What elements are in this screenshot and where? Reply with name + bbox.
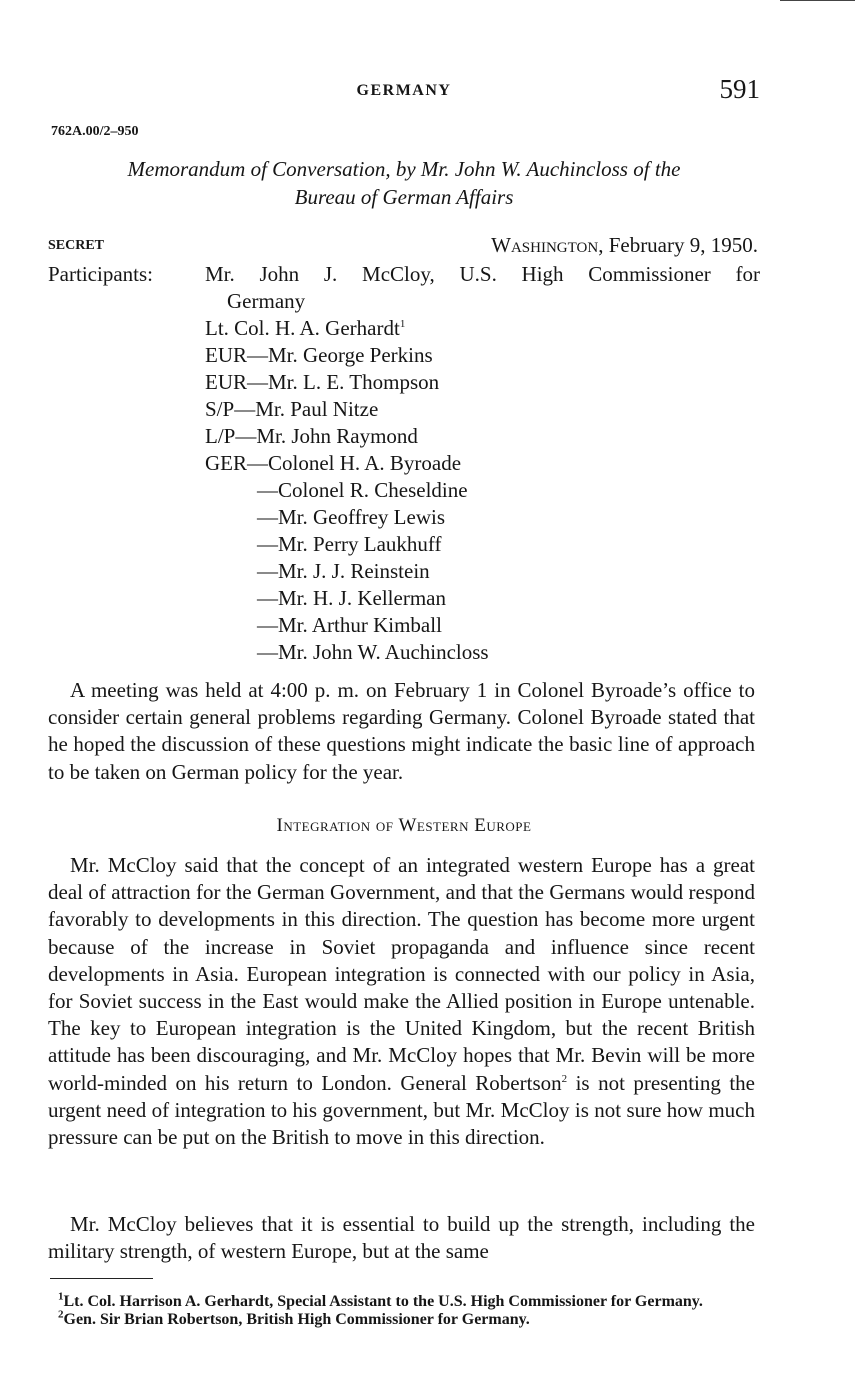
participant-ger-item: —Mr. Perry Laukhuff (257, 532, 442, 556)
document-title-line-1: Memorandum of Conversation, by Mr. John W. Auchincloss of the (127, 157, 681, 181)
footnotes (48, 1290, 755, 1329)
participant-ger-item: —Mr. Geoffrey Lewis (257, 505, 445, 529)
participants-list (205, 261, 760, 666)
participant-gerhardt (205, 315, 760, 342)
footnote-1-text: Lt. Col. Harrison A. Gerhardt, Special Assistant to the U.S. High Commissioner for Germany. (63, 1293, 703, 1310)
footnote-1 (48, 1290, 755, 1311)
running-head (48, 74, 760, 114)
paragraph-strength: Mr. McCloy believes that it is essential to build up the strength, including the military strength, of western Europe, but at the same (48, 1212, 755, 1264)
participant-gerhardt-name: Lt. Col. H. A. Gerhardt (205, 316, 400, 340)
footnote-rule (50, 1278, 153, 1279)
participant-ger-item: —Mr. John W. Auchincloss (257, 640, 489, 664)
page-number: 591 (719, 74, 760, 104)
participant-item: S/P—Mr. Paul Nitze (205, 397, 379, 421)
footnote-2-text: Gen. Sir Brian Robertson, British High Commissioner for Germany. (63, 1311, 530, 1328)
dateline-date: , February 9, 1950. (598, 233, 758, 257)
paragraph-integration-text-2: is not presenting the urgent need of integration to his government, but Mr. McCloy is not sure how much pressure can be put on the British to move in this direction. (48, 1070, 755, 1150)
dateline-place: Washington (491, 233, 599, 257)
paragraph-integration-text-1: Mr. McCloy said that the concept of an integrated western Europe has a great deal of attraction for the German Government, and that the Germans would respond favorably to developments in this direction. The question has become more urgent because of the increase in Soviet propaganda and influence since recent developments in Asia. European integration is connected with our policy in Asia, for Soviet success in the East would make the Allied position in Europe untenable. The key to European integration is the United Kingdom, but the recent British attitude has been discouraging, and Mr. McCloy hopes that Mr. Bevin will be more world-minded on his return to London. General Robertson (48, 853, 755, 1095)
paragraph-integration (48, 852, 755, 1151)
participant-mccloy: Mr. John J. McCloy, U.S. High Commissioner for (205, 262, 760, 286)
corner-rule (780, 0, 855, 1)
footnote-mark-2: 2 (58, 1308, 64, 1321)
participant-ger-item: —Mr. H. J. Kellerman (257, 586, 446, 610)
participant-mccloy-cont: Germany (227, 289, 306, 313)
classification-label: SECRET (48, 238, 105, 253)
footnote-mark-1: 1 (58, 1290, 64, 1303)
section-heading: Integration of Western Europe (276, 815, 532, 836)
participant-item: EUR—Mr. L. E. Thompson (205, 370, 440, 394)
document-title (48, 155, 760, 211)
footnote-ref-2: 2 (561, 1072, 568, 1085)
dateline (491, 233, 758, 258)
participant-item: L/P—Mr. John Raymond (205, 424, 418, 448)
participants-label: Participants: (48, 262, 153, 286)
footnote-ref-1: 1 (399, 318, 406, 330)
document-title-line-2: Bureau of German Affairs (294, 185, 514, 209)
running-title: GERMANY (356, 82, 452, 99)
participant-ger-item: —Colonel R. Cheseldine (257, 478, 468, 502)
participant-ger-item: —Mr. J. J. Reinstein (257, 559, 430, 583)
footnote-2 (48, 1308, 755, 1329)
file-number: 762A.00/2–950 (51, 124, 139, 139)
paragraph-meeting: A meeting was held at 4:00 p. m. on February 1 in Colonel Byroade’s office to consider certain general problems regarding Germany. Colonel Byroade stated that he hoped the discussion of these questions might indicate the basic line of approach to be taken on German policy for the year. (48, 678, 755, 784)
classification-line (48, 233, 758, 261)
participant-ger-item: —Mr. Arthur Kimball (257, 613, 442, 637)
participant-item: EUR—Mr. George Perkins (205, 343, 433, 367)
participant-item: GER—Colonel H. A. Byroade (205, 451, 462, 475)
